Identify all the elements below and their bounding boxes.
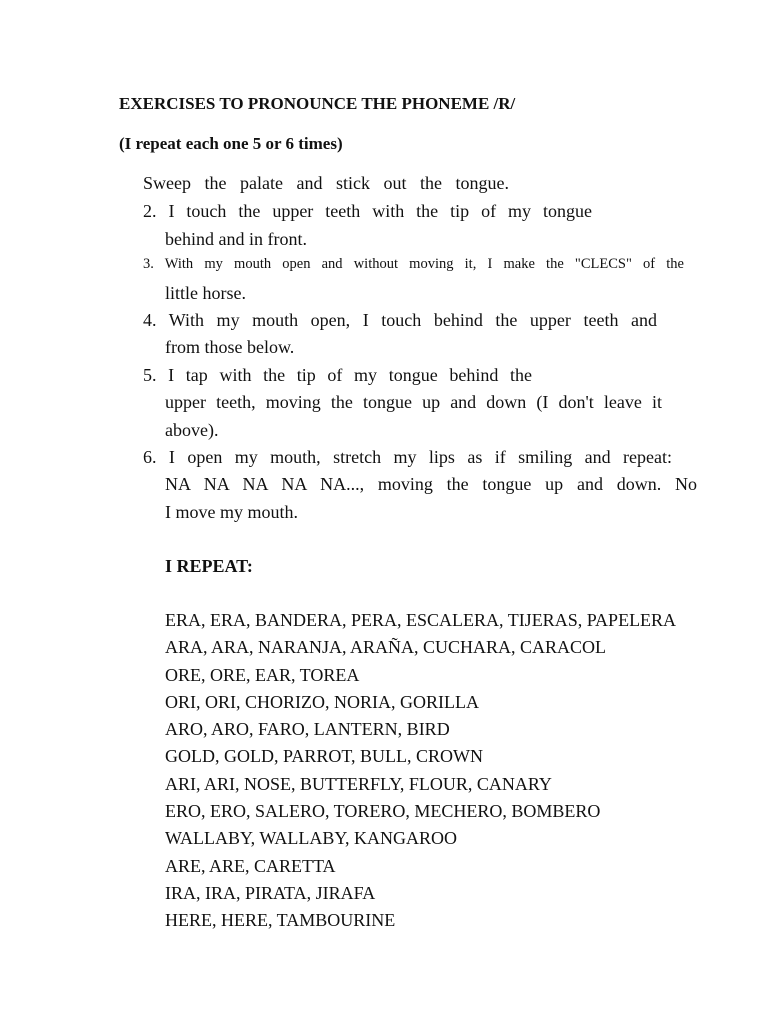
step-5-line-2: upper teeth, moving the tongue up and down (I don't leave it	[165, 392, 662, 412]
step-6-line-3: I move my mouth.	[165, 502, 298, 522]
document-subtitle: (I repeat each one 5 or 6 times)	[119, 134, 343, 153]
word-line: IRA, IRA, PIRATA, JIRAFA	[165, 883, 376, 903]
step-4-line-2: from those below.	[165, 337, 295, 357]
word-line: ARO, ARO, FARO, LANTERN, BIRD	[165, 719, 450, 739]
step-5-line-3: above).	[165, 420, 219, 440]
step-3-line-2: little horse.	[165, 283, 246, 303]
word-line: ERA, ERA, BANDERA, PERA, ESCALERA, TIJERAS, PAPELERA	[165, 610, 677, 630]
repeat-heading: I REPEAT:	[165, 556, 253, 576]
word-line: WALLABY, WALLABY, KANGAROO	[165, 828, 458, 848]
step-5-line-1: 5. I tap with the tip of my tongue behind the	[143, 365, 532, 385]
step-6-line-1: 6. I open my mouth, stretch my lips as if smiling and repeat:	[143, 447, 672, 467]
word-line: ORI, ORI, CHORIZO, NORIA, GORILLA	[165, 692, 479, 712]
step-3-line-1: 3. With my mouth open and without moving it, I make the "CLECS" of the	[143, 256, 684, 272]
document-title: EXERCISES TO PRONOUNCE THE PHONEME /R/	[119, 94, 516, 113]
word-line: ERO, ERO, SALERO, TORERO, MECHERO, BOMBERO	[165, 801, 601, 821]
word-line: ARA, ARA, NARANJA, ARAÑA, CUCHARA, CARACOL	[165, 637, 607, 657]
step-1: Sweep the palate and stick out the tongue.	[143, 173, 509, 193]
word-line: HERE, HERE, TAMBOURINE	[165, 910, 396, 930]
word-line: ORE, ORE, EAR, TOREA	[165, 665, 360, 685]
step-2-line-2: behind and in front.	[165, 229, 307, 249]
step-2-line-1: 2. I touch the upper teeth with the tip of my tongue	[143, 201, 592, 221]
step-6-line-2: NA NA NA NA NA..., moving the tongue up and down. No	[165, 474, 697, 494]
word-line: ARE, ARE, CARETTA	[165, 856, 336, 876]
word-line: ARI, ARI, NOSE, BUTTERFLY, FLOUR, CANARY	[165, 774, 552, 794]
word-line: GOLD, GOLD, PARROT, BULL, CROWN	[165, 746, 484, 766]
step-4-line-1: 4. With my mouth open, I touch behind the upper teeth and	[143, 310, 657, 330]
